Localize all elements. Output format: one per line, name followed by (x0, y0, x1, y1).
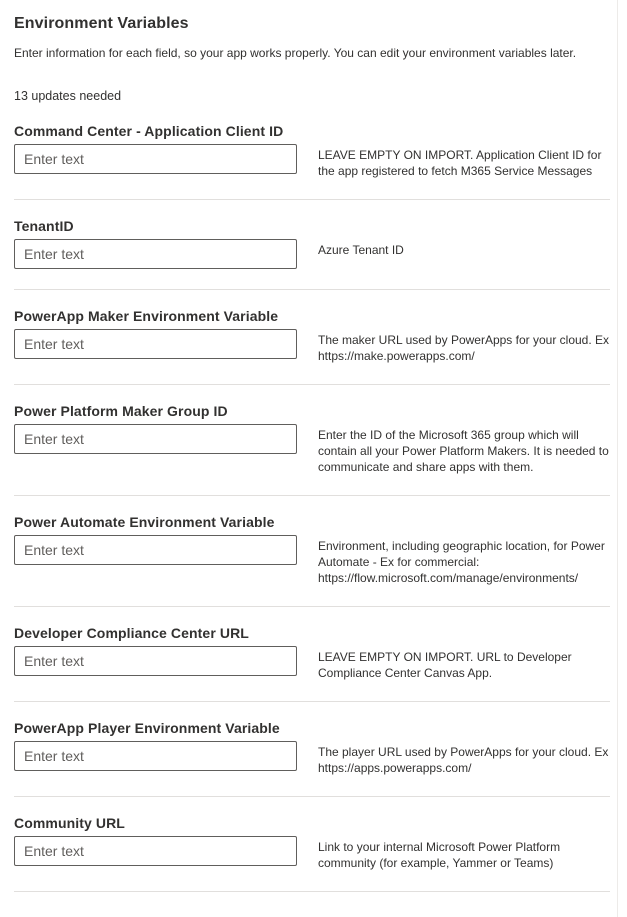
field-description: The maker URL used by PowerApps for your cloud. Ex https://make.powerapps.com/ (318, 333, 610, 363)
field-section (14, 607, 610, 702)
field-section (14, 105, 610, 200)
field-row (14, 646, 610, 681)
field-description: LEAVE EMPTY ON IMPORT. URL to Developer Compliance Center Canvas App. (318, 650, 572, 680)
field-description: Azure Tenant ID (318, 243, 404, 257)
field-label: Community URL (14, 815, 125, 831)
field-label: Command Center - Application Client ID (14, 123, 284, 139)
field-text-input[interactable] (14, 836, 297, 866)
page-title: Environment Variables (14, 15, 189, 32)
field-row (14, 741, 610, 776)
field-label: PowerApp Player Environment Variable (14, 720, 280, 736)
field-row (14, 144, 610, 179)
field-row (14, 329, 610, 364)
field-text-input[interactable] (14, 329, 297, 359)
field-section (14, 290, 610, 385)
field-section (14, 200, 610, 290)
field-text-input[interactable] (14, 424, 297, 454)
field-text-input[interactable] (14, 741, 297, 771)
field-label: Developer Compliance Center URL (14, 625, 249, 641)
field-row (14, 424, 610, 475)
field-label: TenantID (14, 218, 74, 234)
field-text-input[interactable] (14, 144, 297, 174)
field-section (14, 496, 610, 607)
updates-needed-badge: 13 updates needed (14, 89, 122, 103)
field-description: Link to your internal Microsoft Power Platform community (for example, Yammer or Teams) (318, 840, 561, 870)
field-description: Enter the ID of the Microsoft 365 group which will contain all your Power Platform Makers. It is needed to communicate and share apps with them. (318, 428, 609, 474)
field-label: PowerApp Maker Environment Variable (14, 308, 279, 324)
field-section (14, 797, 610, 892)
panel-header (14, 15, 610, 103)
page-subtitle: Enter information for each field, so your app works properly. You can edit your environment variables later. (14, 46, 577, 60)
field-section (14, 385, 610, 496)
field-row (14, 836, 610, 871)
field-description: Environment, including geographic location, for Power Automate - Ex for commercial: https://flow.microsoft.com/manage/environments/ (318, 539, 605, 585)
field-text-input[interactable] (14, 239, 297, 269)
field-text-input[interactable] (14, 646, 297, 676)
field-description: The player URL used by PowerApps for your cloud. Ex https://apps.powerapps.com/ (318, 745, 609, 775)
field-description: LEAVE EMPTY ON IMPORT. Application Client ID for the app registered to fetch M365 Service Messages (318, 148, 602, 178)
field-label: Power Automate Environment Variable (14, 514, 275, 530)
field-row (14, 239, 610, 269)
field-label: Power Platform Maker Group ID (14, 403, 228, 419)
field-text-input[interactable] (14, 535, 297, 565)
fields-list (14, 105, 610, 892)
field-section (14, 702, 610, 797)
field-row (14, 535, 610, 586)
